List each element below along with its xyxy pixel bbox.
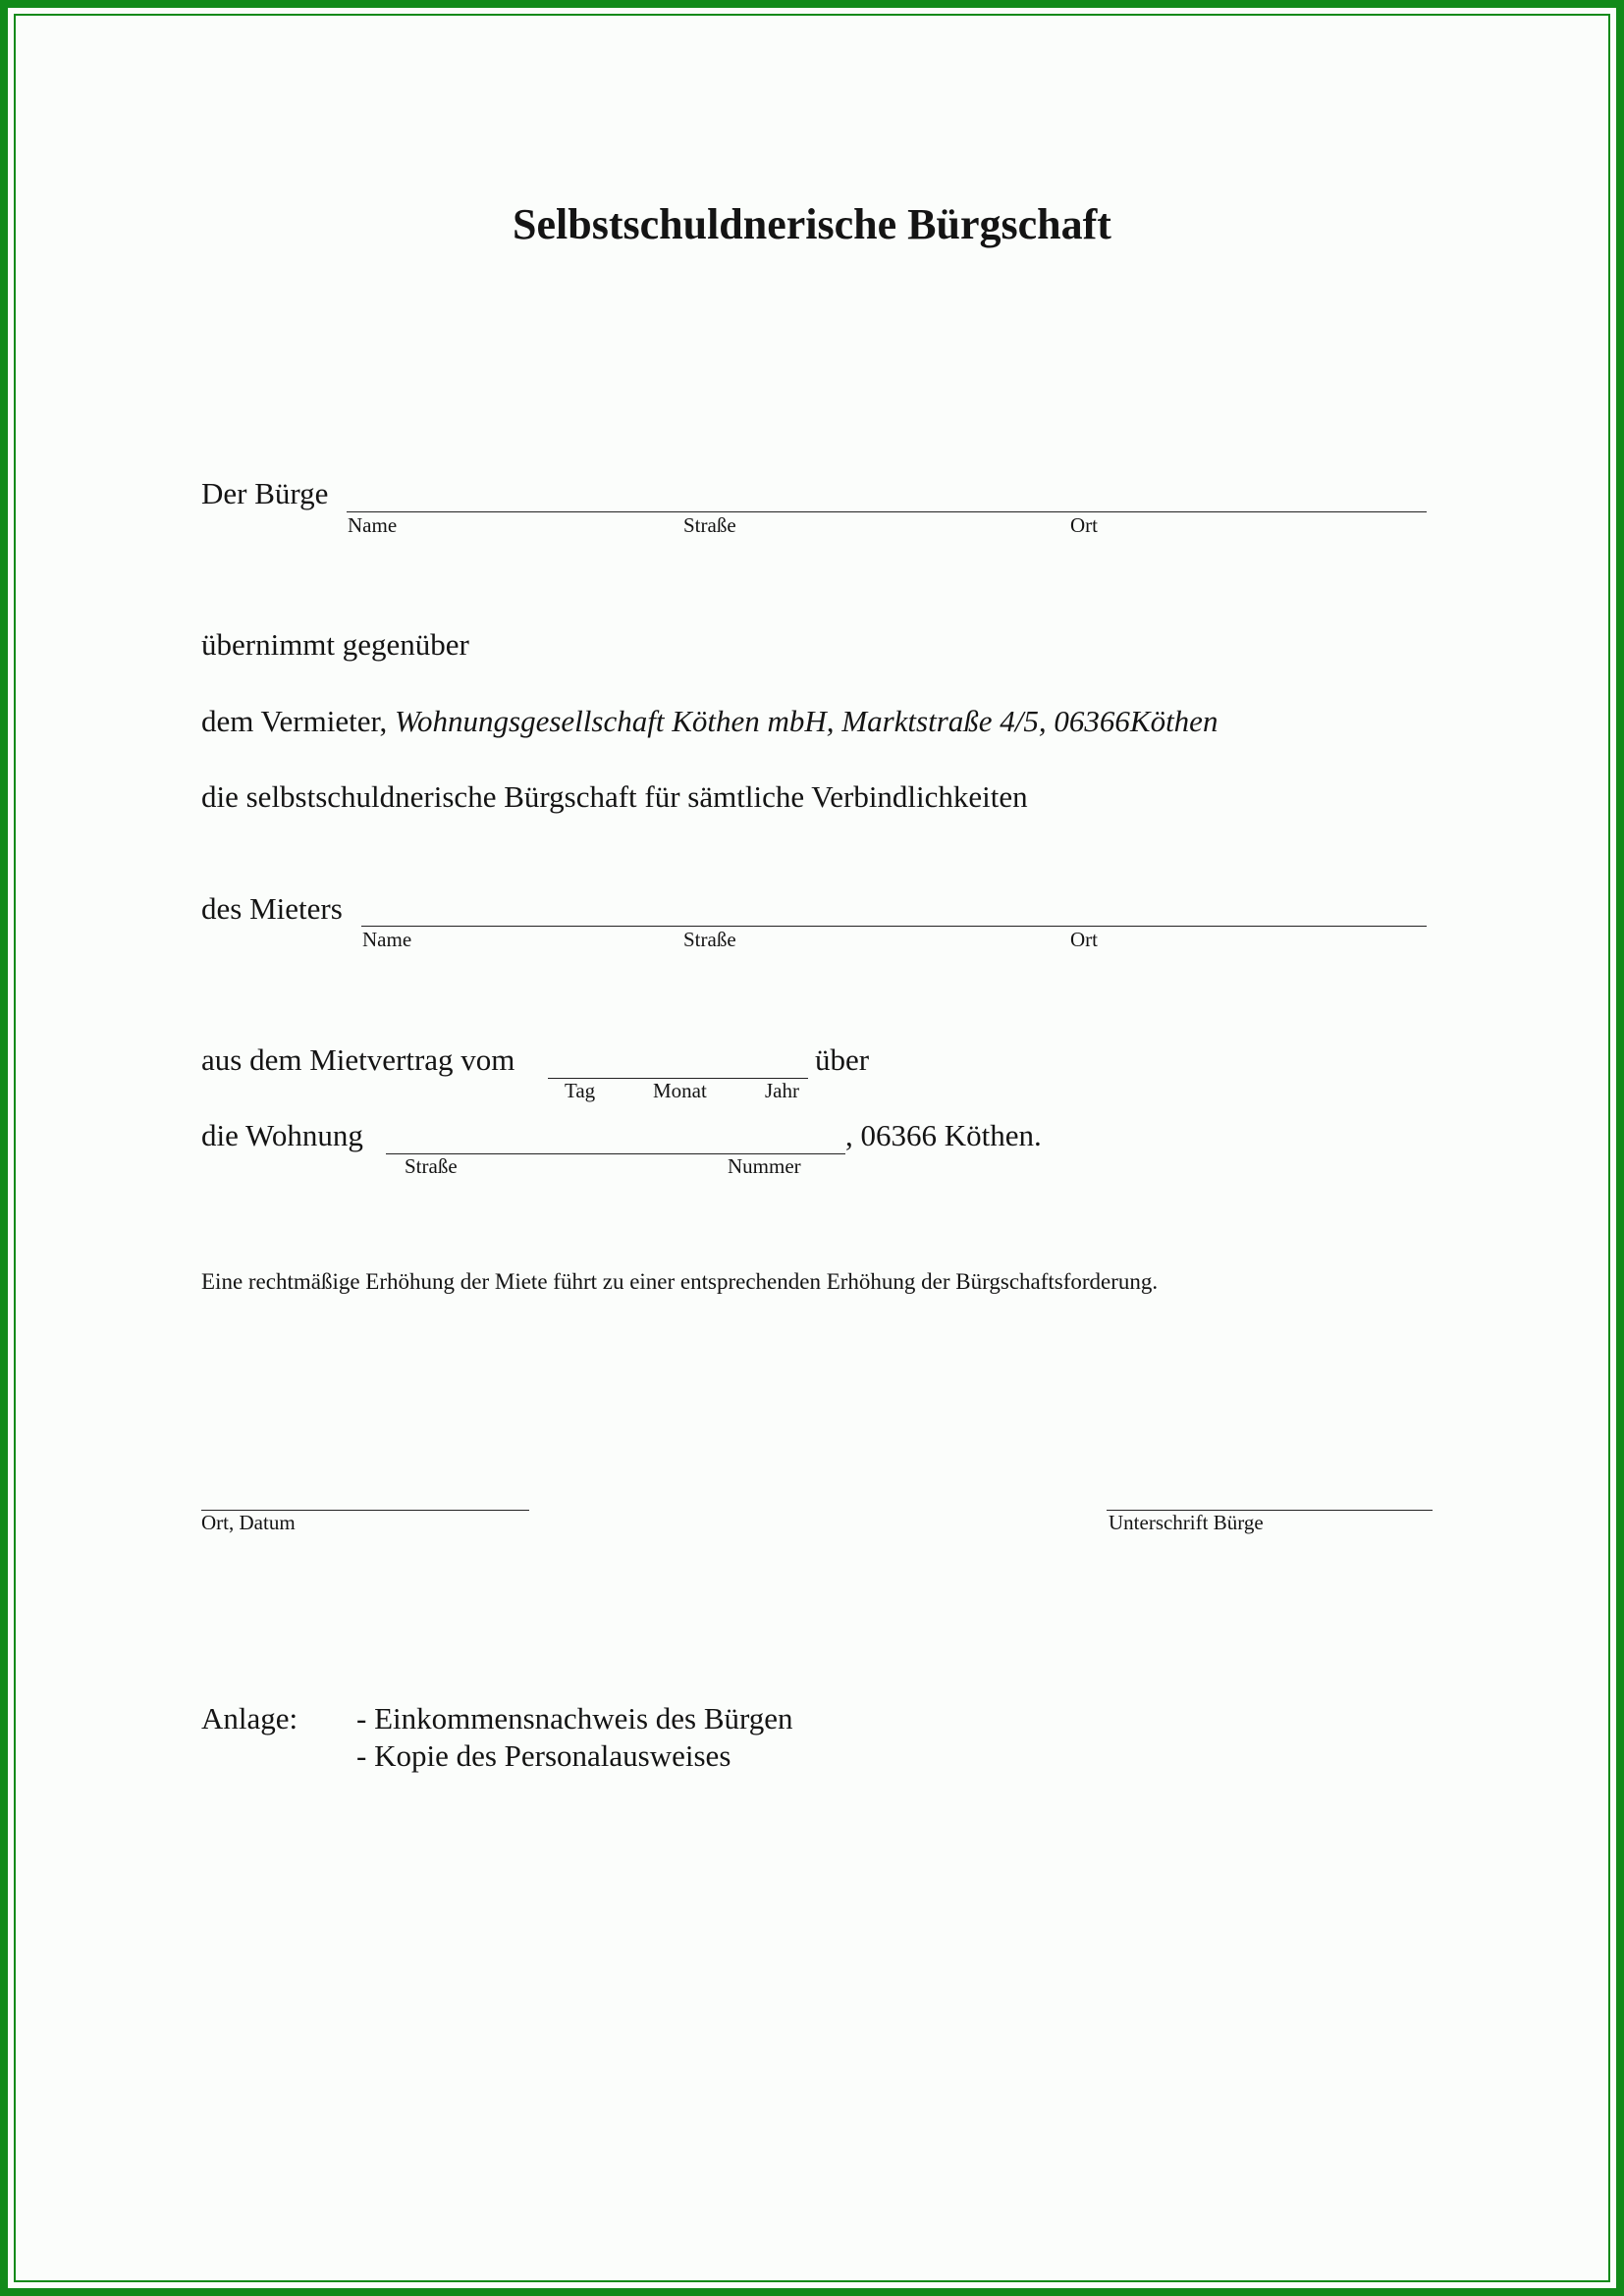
buerge-strasse-caption: Straße: [683, 513, 736, 537]
wohnung-label: die Wohnung: [201, 1118, 363, 1152]
mieter-ort-caption: Ort: [1070, 928, 1098, 951]
mieter-label: des Mieters: [201, 891, 343, 926]
mietvertrag-monat-caption: Monat: [653, 1079, 707, 1102]
vermieter-value: Wohnungsgesellschaft Köthen mbH, Marktstraße 4/5, 06366Köthen: [395, 704, 1218, 738]
vermieter-label: dem Vermieter,: [201, 704, 388, 738]
mietvertrag-tag-caption: Tag: [565, 1079, 596, 1102]
text-uebernimmt: übernimmt gegenüber: [201, 627, 469, 662]
mietvertrag-ueber: über: [815, 1042, 870, 1077]
mieter-name-caption: Name: [362, 928, 412, 951]
mietvertrag-label: aus dem Mietvertrag vom: [201, 1042, 515, 1077]
ort-datum-caption: Ort, Datum: [201, 1511, 296, 1534]
wohnung-nummer-caption: Nummer: [728, 1154, 801, 1178]
buerge-ort-caption: Ort: [1070, 513, 1098, 537]
wohnung-strasse-caption: Straße: [405, 1154, 458, 1178]
anlage-item-1: - Einkommensnachweis des Bürgen: [356, 1701, 793, 1735]
mieter-input-line[interactable]: [361, 926, 1427, 927]
vermieter-line: [201, 704, 1218, 739]
text-buergschaft: die selbstschuldnerische Bürgschaft für sämtliche Verbindlichkeiten: [201, 779, 1028, 814]
buerge-input-line[interactable]: [347, 511, 1427, 512]
mietvertrag-jahr-caption: Jahr: [765, 1079, 799, 1102]
buerge-label: Der Bürge: [201, 476, 329, 510]
unterschrift-caption: Unterschrift Bürge: [1109, 1511, 1264, 1534]
anlage-item-2: - Kopie des Personalausweises: [356, 1738, 731, 1773]
anlage-label: Anlage:: [201, 1701, 298, 1735]
hinweis-text: Eine rechtmäßige Erhöhung der Miete führt zu einer entsprechenden Erhöhung der Bürgschaftsforderung.: [201, 1269, 1159, 1294]
mieter-strasse-caption: Straße: [683, 928, 736, 951]
buerge-name-caption: Name: [348, 513, 398, 537]
wohnung-ort: , 06366 Köthen.: [845, 1118, 1042, 1152]
document-title: Selbstschuldnerische Bürgschaft: [513, 200, 1111, 248]
